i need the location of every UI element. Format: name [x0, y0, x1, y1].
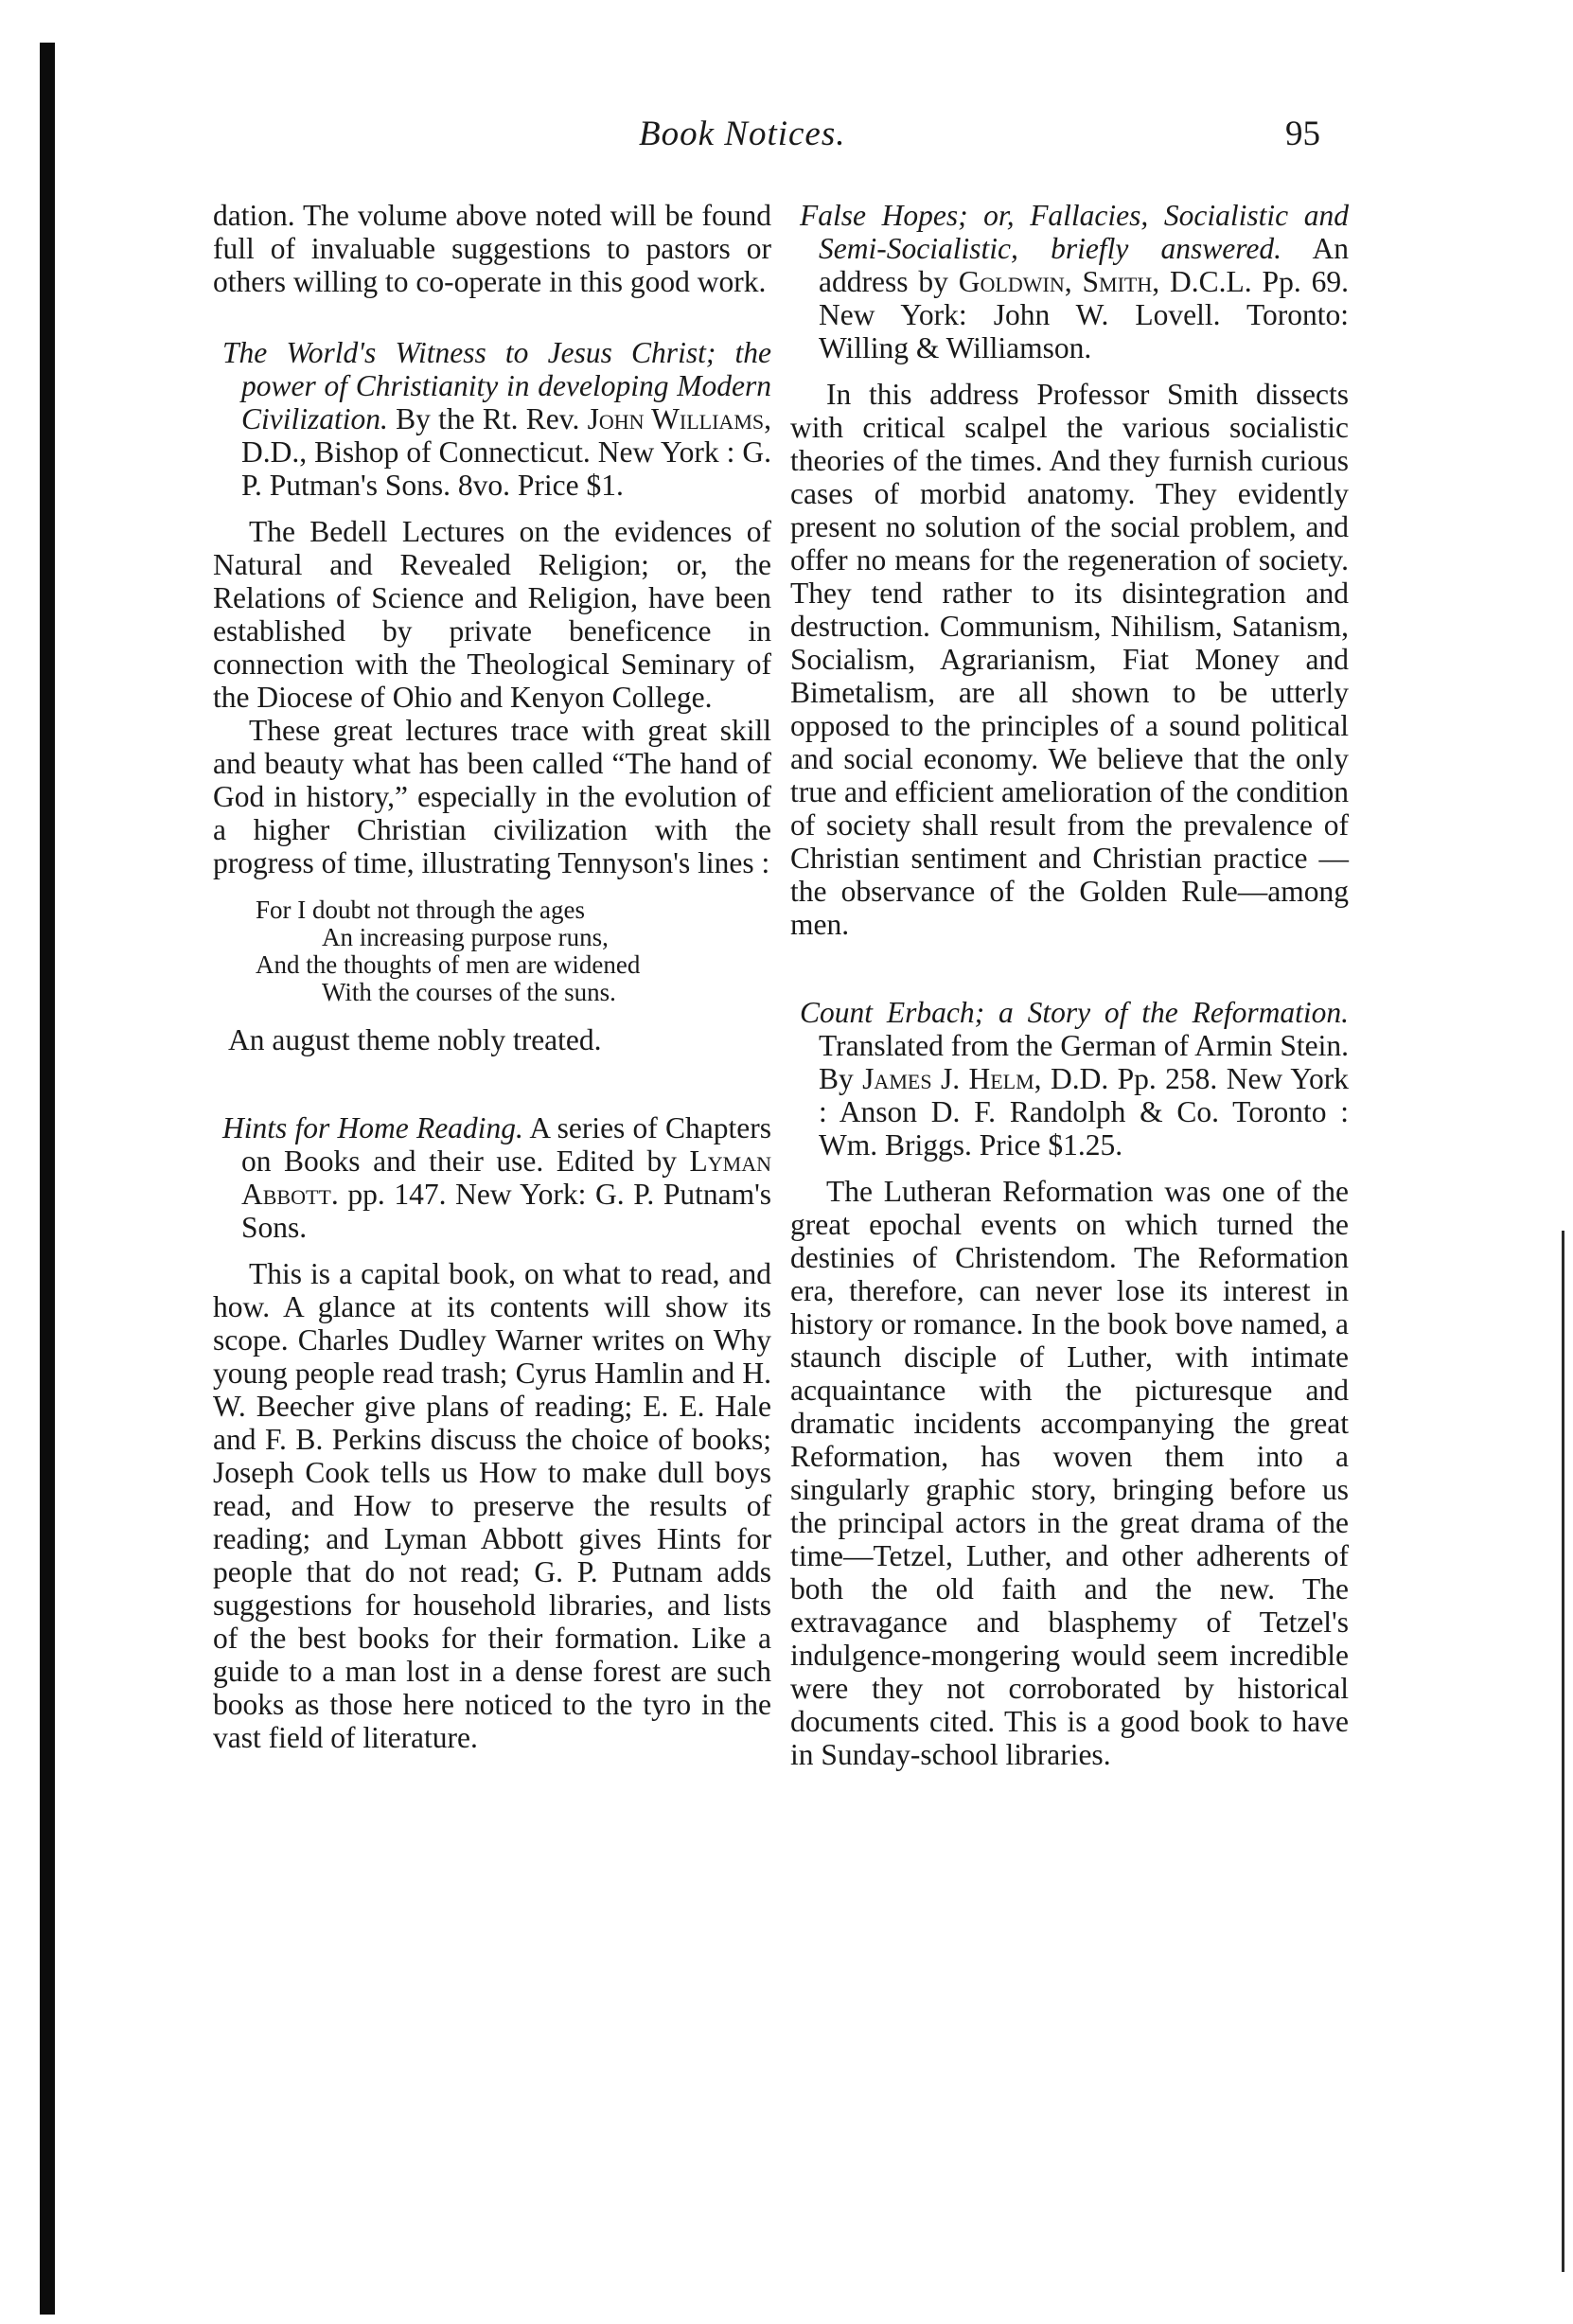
- page-header: [213, 114, 1339, 170]
- book-title: False Hopes; or, Fallacies, Socialistic and Semi-Socialistic, briefly answered.: [800, 199, 1349, 265]
- page-number: 95: [1285, 115, 1320, 153]
- binding-shadow: [40, 43, 55, 2315]
- book-author: Goldwin, Smith,: [958, 265, 1160, 298]
- review-paragraph: This is a capital book, on what to read, and how. A glance at its contents will show its scope. Charles Dudley Warner writes on Why young people read trash; Cyrus Hamlin and H. W. Beecher give plans of reading; E. E. Hale and F. B. Perkins discuss the choice of books; Joseph Cook tells us How to make dull boys read, and How to preserve the results of reading; and Lyman Abbott gives Hints for people that do not read; G. P. Putnam adds suggestions for household libraries, and lists of the best books for their formation. Like a guide to a man lost in a dense forest are such books as those here noticed to the tyro in the vast field of literature.: [213, 1257, 771, 1754]
- byline: By the Rt. Rev.: [396, 402, 580, 435]
- book-notice-count-erbach: [790, 996, 1349, 1771]
- book-author: Lyman Abbott.: [241, 1144, 771, 1211]
- book-author: John Williams, D.D.: [241, 402, 771, 469]
- left-column: [213, 199, 771, 1754]
- review-summary: An august theme nobly treated.: [228, 1023, 602, 1056]
- poem-quotation: [213, 896, 771, 1006]
- poem-line: An increasing purpose runs,: [322, 923, 609, 951]
- notice-heading: [213, 1111, 771, 1244]
- poem-line: With the courses of the suns.: [322, 978, 616, 1006]
- review-paragraph: The Bedell Lectures on the evidences of Natural and Revealed Religion; or, the Relations of Science and Religion, have been established by private beneficence in connection with the Theological Seminary of the Diocese of Ohio and Kenyon College.: [213, 515, 771, 714]
- poem-line: For I doubt not through the ages: [256, 896, 585, 924]
- book-title: Hints for Home Reading.: [222, 1111, 523, 1144]
- page-edge-shadow: [1562, 1231, 1564, 2272]
- publication-details: pp. 147. New York: G. P. Putnam's Sons.: [241, 1178, 772, 1244]
- edition-details: Translated from the German of Armin Stein. By: [819, 1029, 1349, 1095]
- poem-line: And the thoughts of men are widened: [256, 950, 641, 979]
- right-column: [790, 199, 1349, 1771]
- notice-heading: [790, 996, 1349, 1162]
- book-notice-worlds-witness: [213, 336, 771, 1056]
- book-notice-false-hopes: [790, 199, 1349, 941]
- book-title: The World's Witness to Jesus Christ; the power of Christianity in developing Modern Civilization.: [222, 336, 771, 435]
- review-paragraph: These great lectures trace with great skill and beauty what has been called “The hand of God in history,” especially in the evolution of a higher Christian civilization with the progress of time, illustrating Tennyson's lines :: [213, 714, 771, 879]
- publication-details: D.D. Pp. 258. New York : Anson D. F. Randolph & Co. Toronto : Wm. Briggs. Price $1.25.: [819, 1062, 1349, 1162]
- publication-details: , Bishop of Connecticut. New York : G. P. Putman's Sons. 8vo. Price $1.: [241, 435, 771, 502]
- continued-paragraph: dation. The volume above noted will be found full of invaluable suggestions to pastors or others willing to co-operate in this good work.: [213, 199, 771, 298]
- notice-heading: [790, 199, 1349, 364]
- publication-details: D.C.L. Pp. 69. New York: John W. Lovell. Toronto: Willing & Williamson.: [819, 265, 1349, 364]
- review-paragraph: The Lutheran Reformation was one of the great epochal events on which turned the destinies of Christendom. The Reformation era, therefore, can never lose its interest in history or romance. In the book bove named, a staunch disciple of Luther, with intimate acquaintance with the picturesque and dramatic incidents accompanying the great Reformation, has woven them into a singularly graphic story, bringing before us the principal actors in the great drama of the time—Tetzel, Luther, and other adherents of both the old faith and the new. The extravagance and blasphemy of Tetzel's indulgence-mongering would seem incredible were they not corroborated by historical documents cited. This is a good book to have in Sunday-school libraries.: [790, 1175, 1349, 1771]
- notice-heading: [213, 336, 771, 502]
- book-title: Count Erbach; a Story of the Reformation.: [800, 996, 1349, 1029]
- review-paragraph: In this address Professor Smith dissects with critical scalpel the various socialistic theories of the times. And they furnish curious cases of morbid anatomy. They evidently present no solution of the social problem, and offer no means for the regeneration of society. They tend rather to its disintegration and destruction. Communism, Nihilism, Satanism, Socialism, Agrarianism, Fiat Money and Bimetalism, are all shown to be utterly opposed to the principles of a sound political and social economy. We believe that the only true and efficient amelioration of the condition of society shall result from the prevalence of Christian sentiment and Christian practice —the observance of the Golden Rule—among men.: [790, 378, 1349, 941]
- edition-details: An address by: [819, 232, 1350, 298]
- book-notice-hints-home-reading: [213, 1111, 771, 1754]
- running-head: Book Notices.: [639, 115, 846, 153]
- book-author: James J. Helm,: [862, 1062, 1042, 1095]
- edition-details: A series of Chapters on Books and their use. Edited by: [241, 1111, 772, 1178]
